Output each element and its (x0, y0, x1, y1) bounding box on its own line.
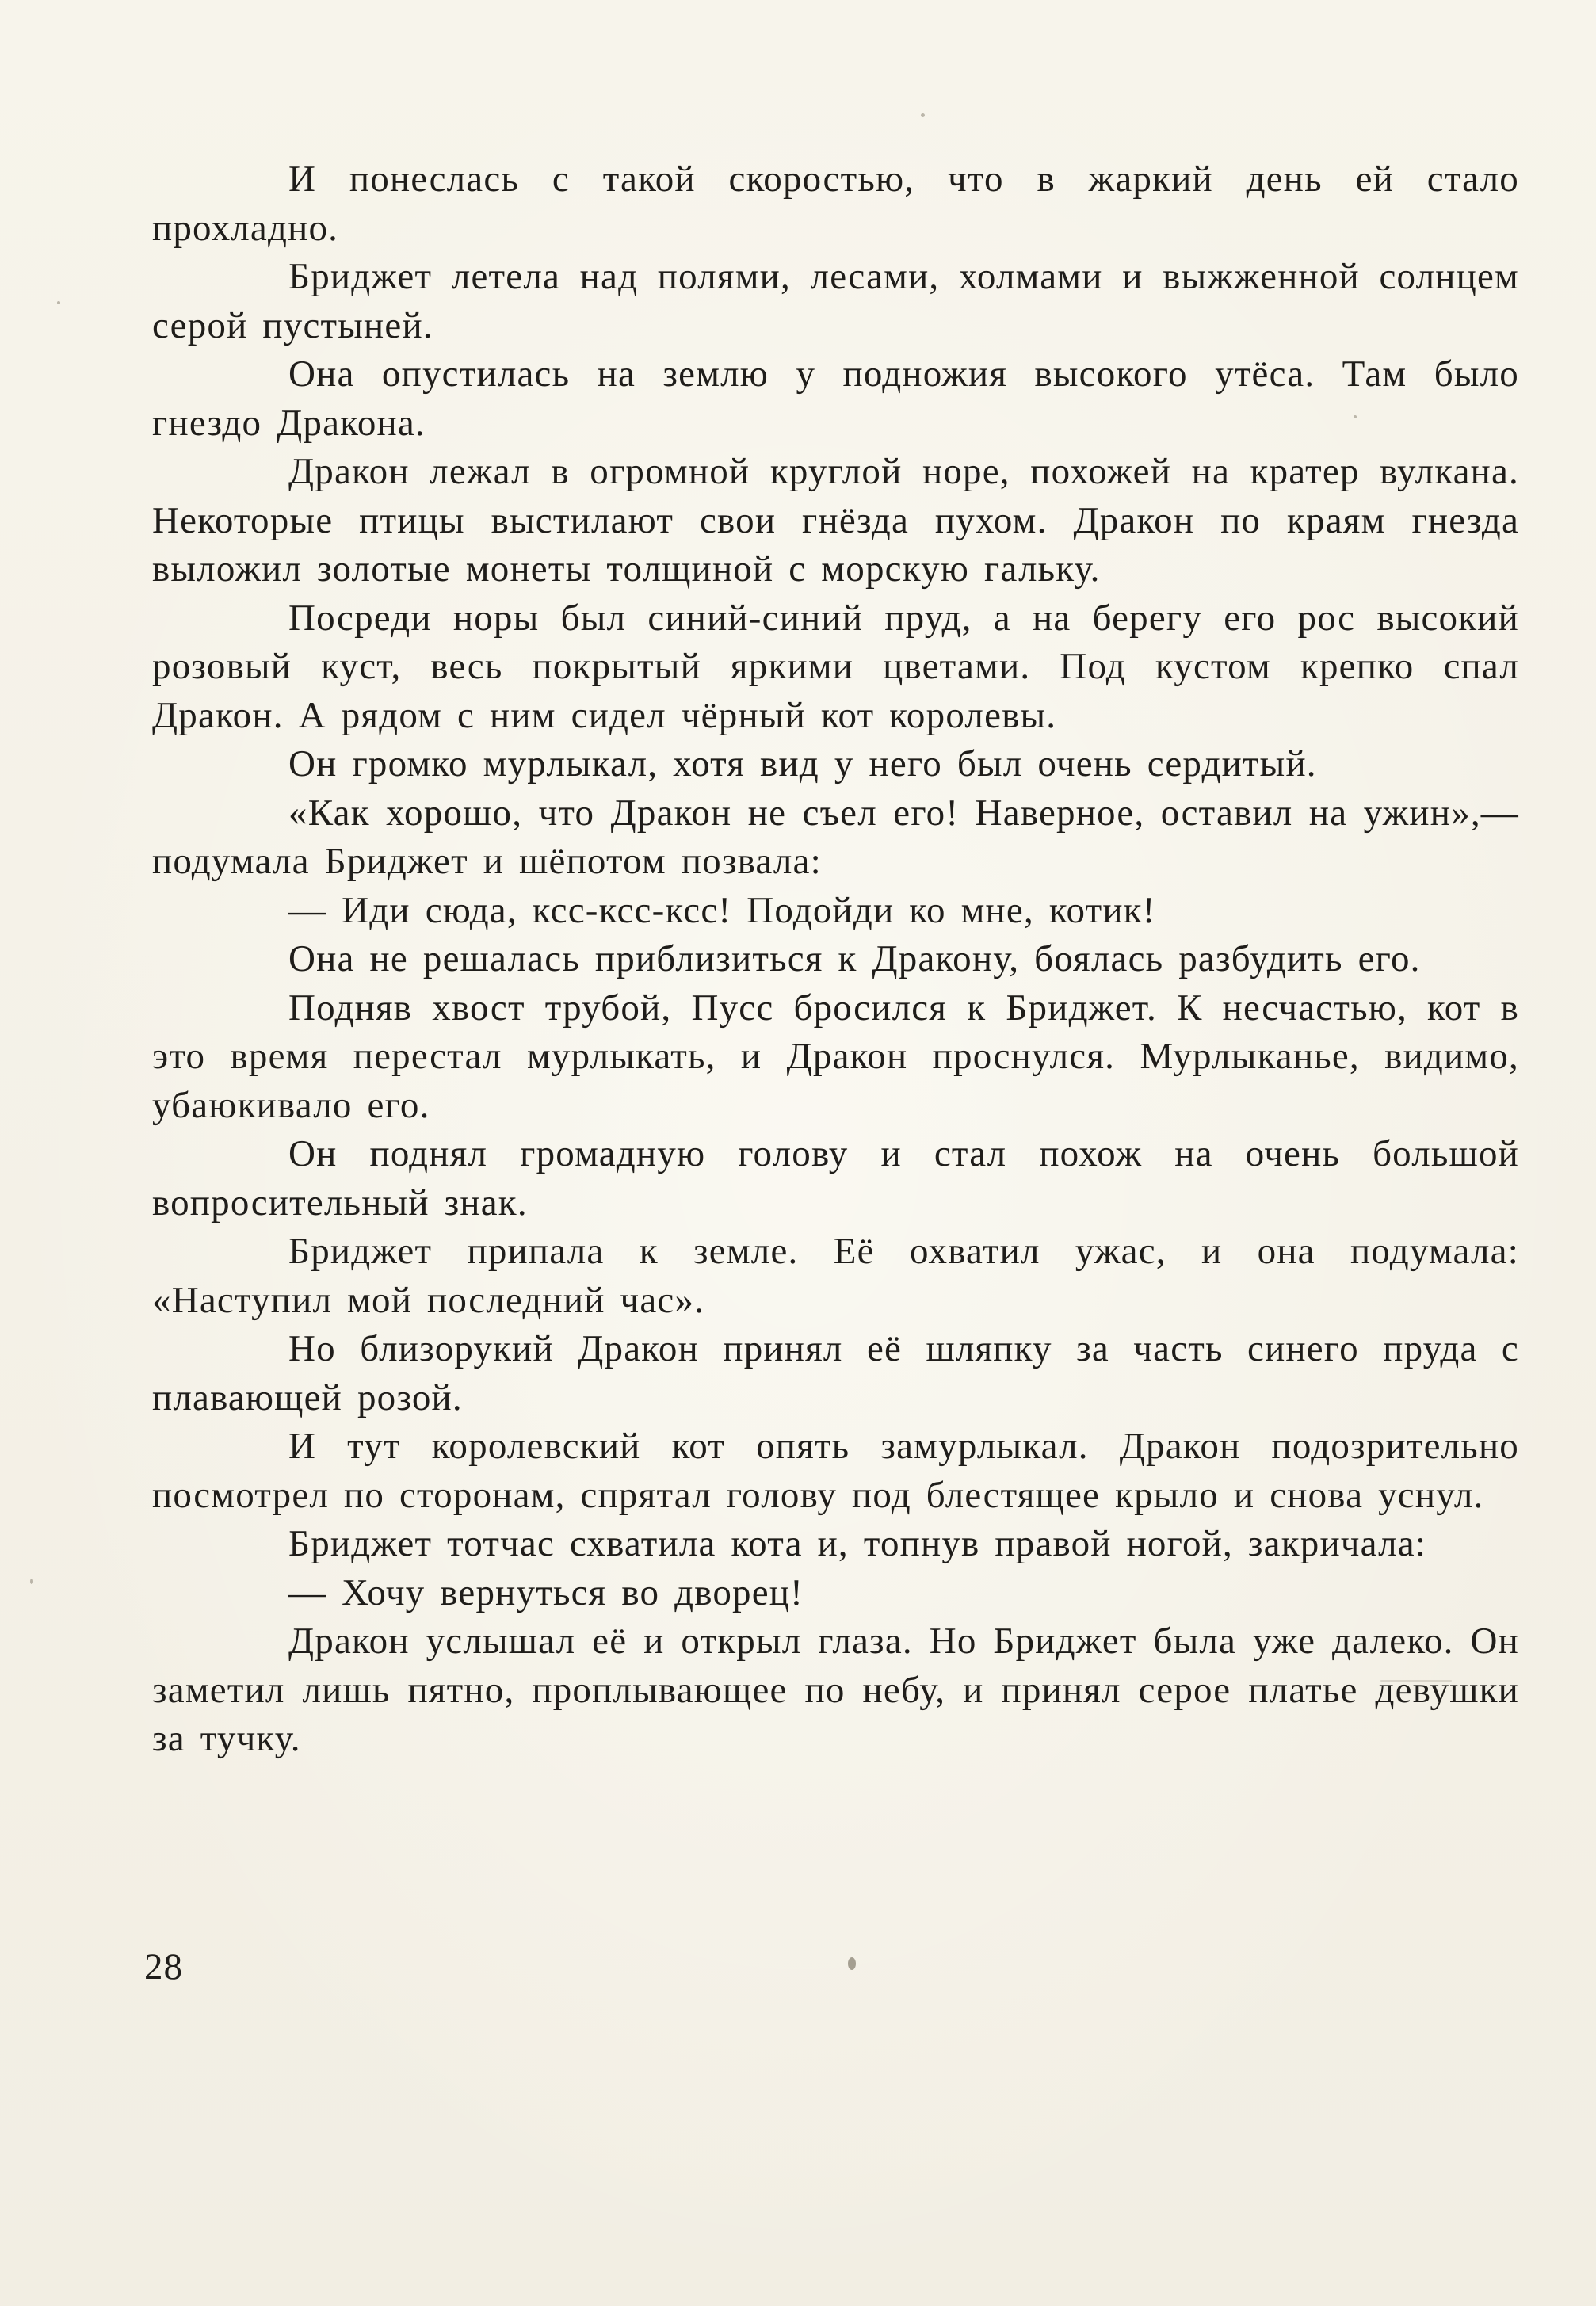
page-text (152, 155, 1519, 1764)
paper-speck (30, 1579, 33, 1584)
paragraph: Она не решалась приблизиться к Дракону, боялась разбудить его. (288, 938, 1421, 979)
paragraph: Посреди норы был синий-синий пруд, а на берегу его рос высокий розовый куст, весь покрытый яркими цветами. Под кустом крепко спал Дракон. А рядом с ним сидел чёрный кот королевы. (152, 597, 1519, 736)
paragraph: Он громко мурлыкал, хотя вид у него был очень сердитый. (288, 743, 1317, 785)
paragraph: И тут королевский кот опять замурлыкал. Дракон подозрительно посмотрел по сторонам, спрятал голову под блестящее крыло и снова уснул. (152, 1426, 1519, 1516)
paragraph: Дракон лежал в огромной круглой норе, похожей на кратер вулкана. Некоторые птицы выстилают свои гнёзда пухом. Дракон по краям гнезда выложил золотые монеты толщиной с морскую гальку. (152, 451, 1519, 590)
paragraph: — Иди сюда, ксс-ксс-ксс! Подойди ко мне, котик! (288, 889, 1156, 931)
paper-speck (57, 301, 60, 304)
paper-speck (1380, 1680, 1452, 1682)
paragraph: Она опустилась на землю у подножия высокого утёса. Там было гнездо Дракона. (152, 353, 1519, 444)
paper-speck (921, 113, 925, 117)
paragraph: Он поднял громадную голову и стал похож на очень большой вопросительный знак. (152, 1133, 1519, 1224)
paragraph: — Хочу вернуться во дворец! (288, 1571, 804, 1613)
paragraph: Бриджет тотчас схватила кота и, топнув правой ногой, закричала: (288, 1523, 1427, 1564)
paper-speck (848, 1957, 856, 1970)
page-number: 28 (144, 1946, 183, 1987)
paragraph: Бриджет летела над полями, лесами, холмами и выжженной солнцем серой пустыней. (152, 256, 1519, 346)
paragraph: «Как хорошо, что Дракон не съел его! Наверное, оставил на ужин»,— подумала Бриджет и шёпотом позвала: (152, 792, 1519, 882)
paragraph: Дракон услышал её и открыл глаза. Но Бриджет была уже далеко. Он заметил лишь пятно, проплывающее по небу, и принял серое платье девушки за тучку. (152, 1621, 1519, 1759)
paragraph: Но близорукий Дракон принял её шляпку за часть синего пруда с плавающей розой. (152, 1328, 1519, 1418)
paragraph: И понеслась с такой скоростью, что в жаркий день ей стало прохладно. (152, 158, 1519, 249)
paragraph: Подняв хвост трубой, Пусс бросился к Бриджет. К несчастью, кот в это время перестал мурлыкать, и Дракон проснулся. Мурлыканье, видимо, убаюкивало его. (152, 987, 1519, 1126)
paragraph: Бриджет припала к земле. Её охватил ужас, и она подумала: «Наступил мой последний час». (152, 1231, 1519, 1321)
paper-speck (1354, 415, 1357, 418)
